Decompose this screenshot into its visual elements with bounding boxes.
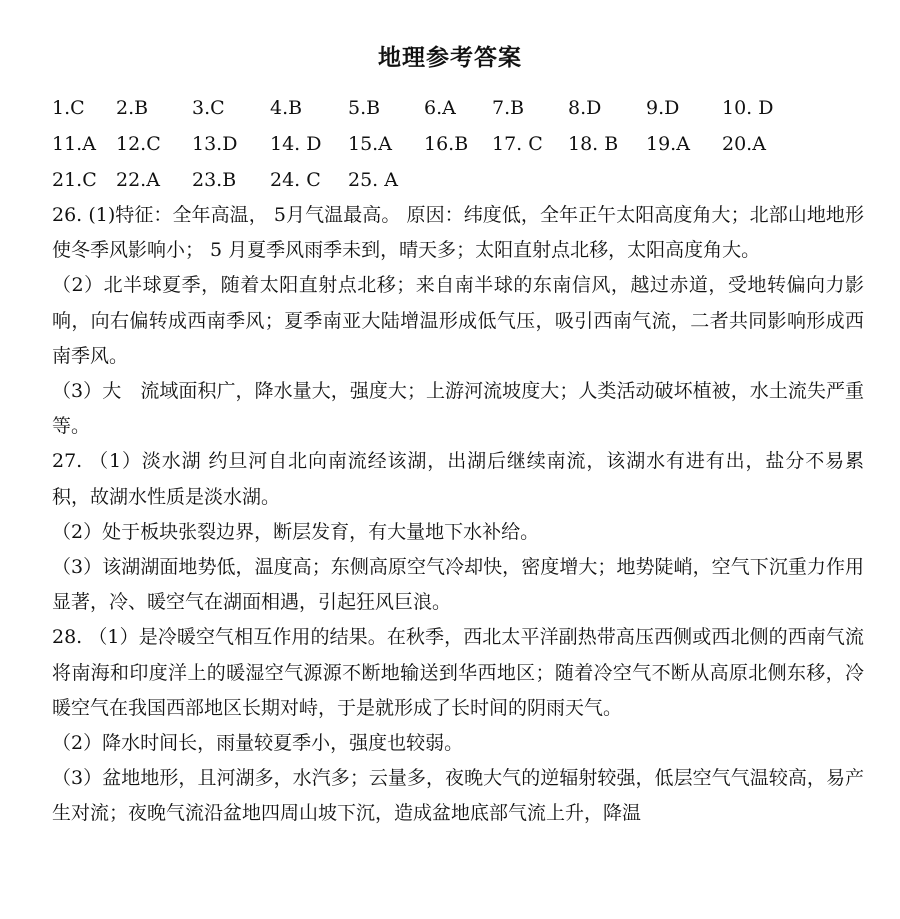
mc-answer: 22.A xyxy=(116,169,160,191)
mc-answer: 9.D xyxy=(646,97,680,119)
mc-answer: 1.C xyxy=(52,97,85,119)
mc-answer: 17. C xyxy=(492,133,543,155)
mc-answer: 3.C xyxy=(192,97,225,119)
mc-answer: 8.D xyxy=(568,97,602,119)
answer-paragraph-q28-3: （3）盆地地形，且河湖多，水汽多；云量多，夜晚大气的逆辐射较强，低层空气气温较高，易产生对流；夜晚气流沿盆地四周山坡下沉，造成盆地底部气流上升，降温 xyxy=(52,767,864,825)
mc-answer: 4.B xyxy=(270,97,303,119)
answer-paragraph-q28-2: （2）降水时间长，雨量较夏季小，强度也较弱。 xyxy=(52,732,464,755)
mc-answer: 2.B xyxy=(116,97,149,119)
mc-answer: 15.A xyxy=(348,133,392,155)
answer-paragraph-q27-2: （2）处于板块张裂边界，断层发育，有大量地下水补给。 xyxy=(52,520,540,543)
mc-answer: 13.D xyxy=(192,133,238,155)
mc-answer: 25. A xyxy=(348,169,398,191)
answer-paragraph-q27-1: 27. （1）淡水湖 约旦河自北向南流经该湖，出湖后继续南流，该湖水有进有出，盐分不易累积，故湖水性质是淡水湖。 xyxy=(52,450,864,508)
mc-answer: 24. C xyxy=(270,169,321,191)
mc-answer: 11.A xyxy=(52,133,96,155)
answer-paragraph-q27-3: （3）该湖湖面地势低，温度高；东侧高原空气冷却快，密度增大；地势陡峭，空气下沉重力作用显著，冷、暖空气在湖面相遇，引起狂风巨浪。 xyxy=(52,556,864,614)
mc-answer: 12.C xyxy=(116,133,161,155)
page-title: 地理参考答案 xyxy=(378,45,522,71)
mc-answer: 10. D xyxy=(722,97,774,119)
answer-paragraph-q26-2: （2）北半球夏季，随着太阳直射点北移；来自南半球的东南信风，越过赤道，受地转偏向力影响，向右偏转成西南季风；夏季南亚大陆增温形成低气压，吸引西南气流，二者共同影响形成西南季风。 xyxy=(52,274,864,367)
mc-answer: 20.A xyxy=(722,133,766,155)
answer-paragraph-q28-1: 28. （1）是冷暖空气相互作用的结果。在秋季，西北太平洋副热带高压西侧或西北侧的西南气流将南海和印度洋上的暖湿空气源源不断地输送到华西地区；随着冷空气不断从高原北侧东移，冷暖空气在我国西部地区长期对峙，于是就形成了长时间的阴雨天气。 xyxy=(52,626,864,719)
mc-answers-row-2 xyxy=(52,126,872,162)
mc-answer: 18. B xyxy=(568,133,619,155)
mc-answer: 23.B xyxy=(192,169,237,191)
mc-answers-row-3 xyxy=(52,162,872,198)
answer-paragraph-q26-3: （3）大 流域面积广，降水量大，强度大；上游河流坡度大；人类活动破坏植被，水土流失严重等。 xyxy=(52,380,864,438)
mc-answer: 21.C xyxy=(52,169,97,191)
mc-answer: 6.A xyxy=(424,97,456,119)
answer-paragraph-q26-1: 26. (1)特征：全年高温， 5月气温最高。 原因：纬度低，全年正午太阳高度角大；北部山地地形使冬季风影响小； 5 月夏季风雨季未到，晴天多；太阳直射点北移，太阳高度角大。 xyxy=(52,204,864,262)
mc-answer: 14. D xyxy=(270,133,322,155)
mc-answer: 7.B xyxy=(492,97,525,119)
mc-answer: 16.B xyxy=(424,133,469,155)
free-response-answers xyxy=(52,198,864,832)
mc-answer: 19.A xyxy=(646,133,690,155)
mc-answer: 5.B xyxy=(348,97,381,119)
mc-answers-row-1 xyxy=(52,90,872,126)
